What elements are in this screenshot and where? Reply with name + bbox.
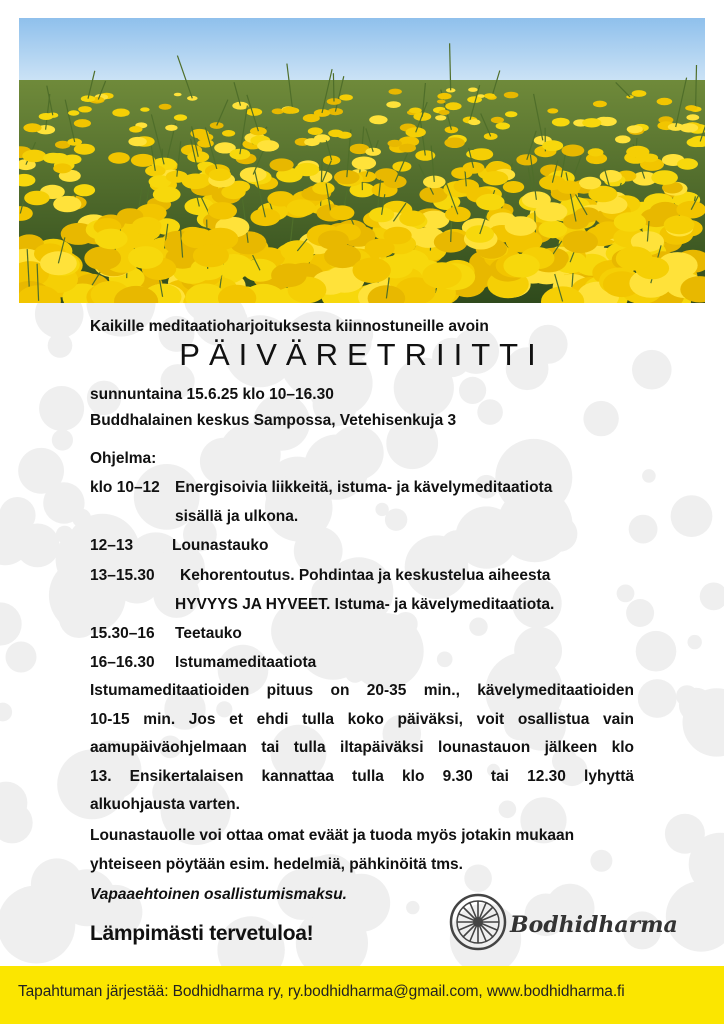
info-line: Istumameditaatioiden pituus on 20-35 min., kävelymeditaatioiden (90, 682, 634, 699)
program-time: 15.30–16 (90, 625, 155, 642)
program-time: klo 10–12 (90, 479, 160, 496)
intro-line: Kaikille meditaatioharjoituksesta kiinnostuneille avoin (90, 318, 489, 335)
logo-text: Bodhidharma (510, 912, 678, 938)
fee-note: Vapaaehtoinen osallistumismaksu. (90, 886, 347, 903)
program-text: Energisoivia liikkeitä, istuma- ja kävelymeditaatiota (175, 479, 553, 496)
program-text-continued: HYVYYS JA HYVEET. Istuma- ja kävelymeditaatiota. (175, 596, 555, 613)
place-line: Buddhalainen keskus Sampossa, Vetehisenkuja 3 (90, 412, 457, 429)
program-time: 12–13 (90, 537, 134, 554)
event-title: PÄIVÄRETRIITTI (179, 337, 545, 372)
program-text: Teetauko (175, 625, 242, 642)
program-text-continued: sisällä ja ulkona. (175, 508, 299, 525)
info-line: aamupäiväohjelmaan tai tulla iltapäiväksi lounastauon jälkeen klo (90, 739, 634, 756)
footer-text: Tapahtuman järjestää: Bodhidharma ry, ry.bodhidharma@gmail.com, www.bodhidharma.fi (18, 983, 625, 1000)
date-line: sunnuntaina 15.6.25 klo 10–16.30 (90, 386, 334, 403)
info-line: alkuohjausta varten. (90, 796, 240, 813)
lunch-line: yhteiseen pöytään esim. hedelmiä, pähkinöitä tms. (90, 856, 463, 873)
welcome-text: Lämpimästi tervetuloa! (90, 922, 314, 945)
info-line: 10-15 min. Jos et ehdi tulla koko päiväksi, voit osallistua vain (90, 710, 634, 728)
footer-bar (0, 966, 724, 1024)
program-text: Lounastauko (172, 537, 269, 554)
program-time: 16–16.30 (90, 654, 155, 671)
program-heading: Ohjelma: (90, 450, 157, 467)
info-paragraph (90, 677, 634, 820)
program-text: Istumameditaatiota (175, 654, 317, 671)
lunch-line: Lounastauolle voi ottaa omat eväät ja tuoda myös jotakin mukaan (90, 827, 575, 844)
info-line: 13. Ensikertalaisen kannattaa tulla klo 9.30 tai 12.30 lyhyttä (90, 767, 634, 785)
program-text: Kehorentoutus. Pohdintaa ja keskustelua aiheesta (180, 567, 551, 584)
program-time: 13–15.30 (90, 567, 155, 584)
